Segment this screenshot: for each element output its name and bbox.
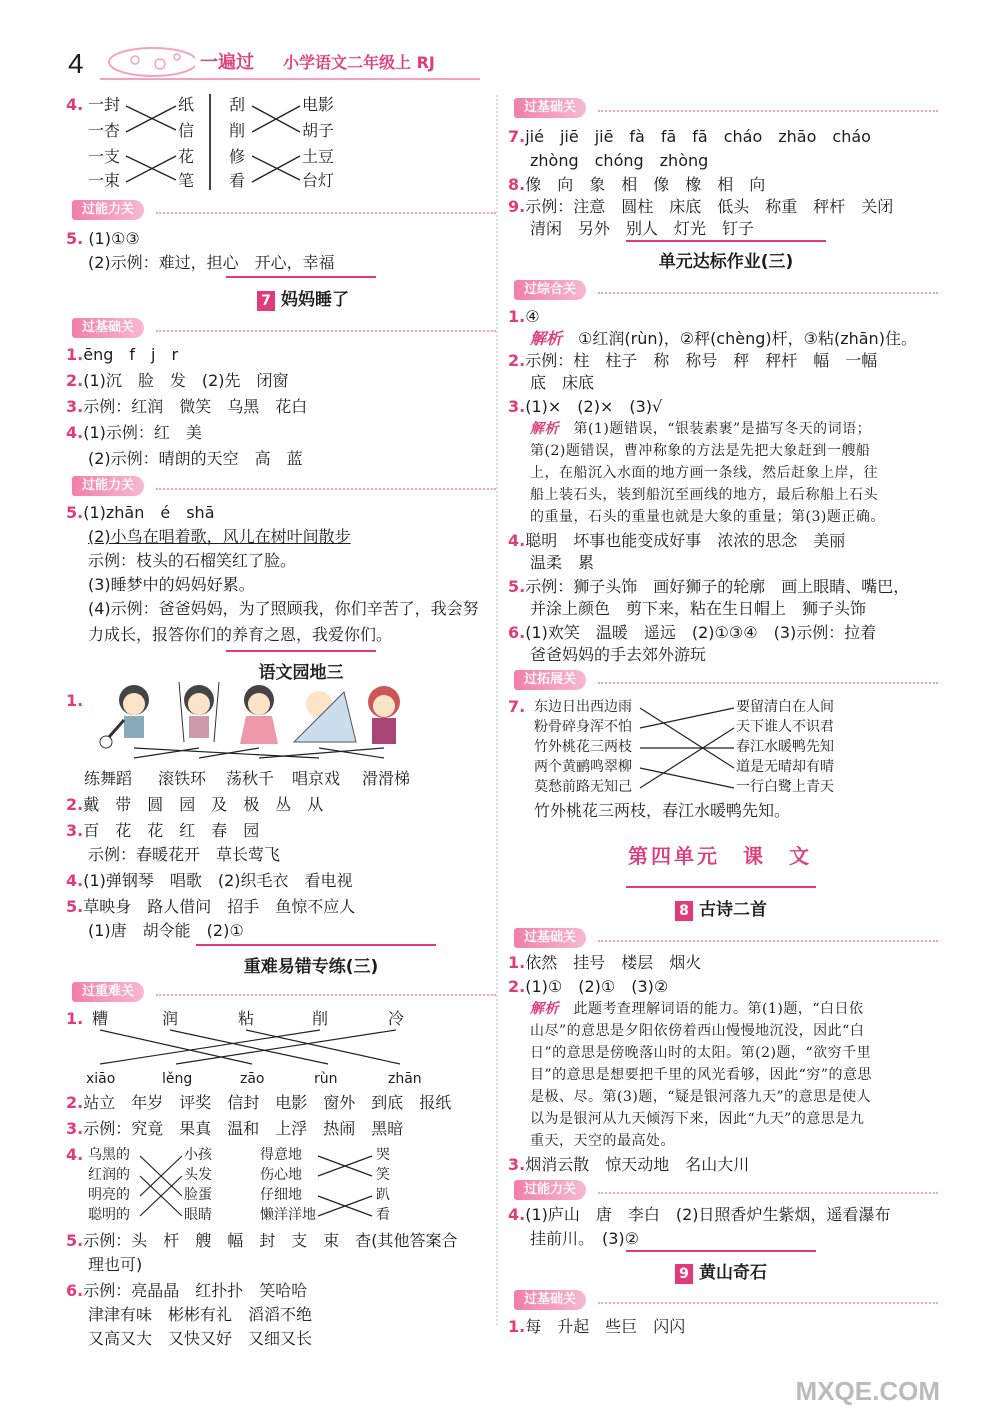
u-q7-left-3: 竹外桃花三两枝	[534, 739, 632, 755]
zn-q1-top-5: 冷	[388, 1009, 405, 1028]
u-q3: 3.(1)× (2)× (3)√	[508, 397, 663, 416]
zn-q6a: 6.示例：亮晶晶 红扑扑 笑哈哈	[66, 1281, 308, 1300]
l8-analysis-1: 解析 此题考查理解词语的能力。第(1)题，“白日依	[530, 1001, 864, 1017]
l7-q5a: 5.(1)zhān é shā	[66, 503, 215, 522]
q4-left-b-3: 修	[229, 147, 246, 166]
q4-match-lines-b	[250, 94, 304, 194]
tag-rule	[156, 330, 496, 332]
l8-q4b: 挂前川。 (3)②	[530, 1229, 640, 1248]
zn-q4-number: 4.	[66, 1145, 84, 1164]
q4-right-a-1: 纸	[178, 95, 195, 114]
q4-right-a-3: 花	[178, 147, 195, 166]
q4-right-b-1: 电影	[302, 95, 335, 114]
yuandi-title: 语文园地三	[258, 663, 344, 683]
yd-q1-word-3: 荡秋千	[226, 769, 275, 788]
yd-q1-word-1: 练舞蹈	[84, 769, 133, 788]
tag-jichu-1: 过基础关	[72, 318, 144, 338]
u-q7-match-lines	[638, 696, 738, 800]
q4-match-lines-a	[124, 94, 180, 194]
zn-q1-bottom-2: lěng	[162, 1071, 193, 1087]
yd-q1-illustrations	[94, 682, 454, 762]
u-q3-analysis-4: 船上装石头，装到船沉至画线的地方，最后称船上石头	[530, 487, 878, 503]
r-q7a: 7.jié jiē jiē fà fā fā cháo zhāo cháo	[508, 127, 871, 146]
zn-q4-left-a-1: 乌黑的	[88, 1147, 130, 1163]
r-q9b: 清闲 另外 别人 灯光 钉子	[530, 219, 755, 238]
l8-analysis-4: 目”的意思是想要把千里的风光看够，因此“穷”的意思	[530, 1067, 872, 1083]
l7-q5c: 示例：枝头的石榴笑红了脸。	[88, 551, 297, 570]
tag-zonghe: 过综合关	[514, 280, 586, 300]
zn-q4-right-b-1: 哭	[376, 1147, 390, 1163]
zn-q1-top-1: 糟	[92, 1009, 109, 1028]
zn-q1-top-2: 润	[162, 1009, 179, 1028]
lesson7-rule	[226, 276, 376, 278]
tag-rule	[598, 110, 938, 112]
zn-q1-match-lines	[92, 1028, 412, 1068]
l7-q5b: (2)小鸟在唱着歌，风儿在树叶间散步	[88, 527, 351, 546]
zn-q4-right-b-3: 趴	[376, 1187, 390, 1203]
l8-q4a: 4.(1)庐山 唐 李白 (2)日照香炉生紫烟，遥看瀑布	[508, 1205, 891, 1224]
zn-q1-bottom-1: xiāo	[86, 1071, 116, 1087]
q4-number: 4.	[66, 95, 84, 114]
l8-analysis-3: 日”的意思是傍晚落山时的太阳。第(2)题，“欲穷千里	[530, 1045, 872, 1061]
q4-left-a-2: 一杏	[88, 121, 121, 140]
u-q3-analysis-2: 第(2)题错误，曹冲称象的方法是先把大象赶到一艘船	[530, 443, 871, 459]
brand-logo: 一遍过	[200, 52, 254, 73]
u-q7-right-4: 道是无晴却有晴	[736, 759, 834, 775]
u-q6a: 6.(1)欢笑 温暖 遥远 (2)①③④ (3)示例：拉着	[508, 623, 877, 642]
lesson8-title: 8 古诗二首	[626, 895, 816, 921]
q4-right-b-3: 土豆	[302, 147, 335, 166]
q4-separator	[209, 94, 211, 190]
q4-left-a-1: 一封	[88, 95, 121, 114]
u-q3-analysis-3: 上，在船沉入水面的地方画一条线，然后赶象上岸，往	[530, 465, 878, 481]
tag-zhongnan: 过重难关	[72, 982, 144, 1002]
l8-q1: 1.依然 挂号 楼层 烟火	[508, 953, 702, 972]
page-number: 4	[68, 48, 84, 79]
tag-jichu-r: 过基础关	[514, 98, 586, 118]
zn-q4-right-a-4: 眼睛	[184, 1207, 212, 1223]
r-q9a: 9.示例：注意 圆柱 床底 低头 称重 秤杆 关闭	[508, 197, 894, 216]
u-q7-left-4: 两个黄鹂鸣翠柳	[534, 759, 632, 775]
tag-rule	[598, 682, 938, 684]
q4-left-a-3: 一支	[88, 147, 121, 166]
l8-analysis-6: 以为是银河从九天倾泻下来，因此“九天”的意思是九	[530, 1111, 865, 1127]
yd-q1-word-2: 滚铁环	[158, 769, 207, 788]
zn-q4-left-a-3: 明亮的	[88, 1187, 130, 1203]
l7-q4a: 4.(1)示例：红 美	[66, 423, 202, 442]
zn-q1-number: 1.	[66, 1009, 84, 1028]
q4-left-b-4: 看	[229, 171, 246, 190]
tag-jichu-3: 过基础关	[514, 1290, 586, 1310]
u-q7-left-2: 粉骨碎身浑不怕	[534, 719, 632, 735]
kid-dance-icon	[100, 685, 149, 748]
zn-q4-left-b-1: 得意地	[260, 1147, 302, 1163]
l7-q5e: (4)示例：爸爸妈妈，为了照顾我，你们辛苦了，我会努	[88, 599, 479, 618]
u-q4b: 温柔 累	[530, 553, 595, 572]
yd-q1-number: 1.	[66, 691, 84, 710]
zhongnan-title: 重难易错专练(三)	[243, 957, 379, 977]
tag-nengli-1: 过能力关	[72, 200, 144, 220]
tag-nengli-r: 过能力关	[514, 1180, 586, 1200]
l8-q2: 2.(1)① (2)① (3)②	[508, 977, 669, 996]
l7-q4b: (2)示例：晴朗的天空 高 蓝	[88, 449, 303, 468]
q5-2: (2)示例：难过，担心 开心，幸福	[88, 253, 335, 272]
q4-right-a-2: 信	[178, 121, 195, 140]
r-q7b: zhòng chóng zhòng	[530, 151, 709, 170]
u-q5a: 5.示例：狮子头饰 画好狮子的轮廓 画上眼睛、嘴巴，	[508, 577, 910, 596]
u-q3-analysis-1: 解析 第(1)题错误，“银装素裹”是描写冬天的词语；	[530, 421, 872, 437]
tag-rule	[598, 1192, 938, 1194]
u-q2b: 底 床底	[530, 373, 595, 392]
q5-1: 5. (1)①③	[66, 229, 140, 248]
yd-q1-word-5: 滑滑梯	[362, 769, 411, 788]
zn-q5b: 理也可)	[88, 1255, 143, 1274]
zn-q6b: 津津有味 彬彬有礼 滔滔不绝	[88, 1305, 313, 1324]
zn-q4-right-a-2: 头发	[184, 1167, 212, 1183]
u-q7-right-3: 春江水暖鸭先知	[736, 739, 834, 755]
q4-left-b-1: 刮	[229, 95, 246, 114]
unit-hw-rule	[626, 240, 826, 242]
u-q7-right-1: 要留清白在人间	[736, 699, 834, 715]
watermark-text: MXQE.COM	[795, 1376, 940, 1406]
kid-opera-icon	[368, 686, 400, 744]
unit4-title: 第四单元 课 文	[628, 844, 812, 868]
yd-q2: 2.戴 带 圆 园 及 极 丛 从	[66, 795, 324, 814]
zn-q4-match-lines-a	[138, 1144, 186, 1228]
q4-right-b-2: 胡子	[302, 121, 335, 140]
kid-slide-icon	[294, 691, 356, 742]
u-q2a: 2.示例：柱 柱子 称 称号 秤 秤杆 幅 一幅	[508, 351, 878, 370]
zn-q1-bottom-4: rùn	[314, 1071, 338, 1087]
zn-q1-bottom-5: zhān	[388, 1071, 422, 1087]
zn-q4-left-b-3: 仔细地	[260, 1187, 302, 1203]
lesson9-rule	[626, 1250, 816, 1252]
zn-q4-left-b-4: 懒洋洋地	[260, 1207, 316, 1223]
zn-q3: 3.示例：究竟 果真 温和 上浮 热闹 黑暗	[66, 1119, 404, 1138]
zn-q5a: 5.示例：头 杆 艘 幅 封 支 束 杳(其他答案合	[66, 1231, 458, 1250]
lesson9-title: 9 黄山奇石	[626, 1258, 816, 1284]
l9-q1: 1.每 升起 些巨 闪闪	[508, 1317, 686, 1336]
r-q8: 8.像 向 象 相 像 橡 相 向	[508, 175, 766, 194]
header-rule	[100, 78, 480, 80]
zn-q4-right-a-3: 脸蛋	[184, 1187, 212, 1203]
zn-q4-right-a-1: 小孩	[184, 1147, 212, 1163]
kid-hoop-icon	[179, 682, 219, 742]
tag-rule	[598, 1302, 938, 1304]
tag-rule	[156, 212, 496, 214]
zn-q4-right-b-2: 笑	[376, 1167, 390, 1183]
yd-q3b: 示例：春暖花开 草长莺飞	[88, 845, 281, 864]
l7-q2: 2.(1)沉 脸 发 (2)先 闭窗	[66, 371, 289, 390]
tag-rule	[598, 940, 938, 942]
yd-q3a: 3.百 花 花 红 春 园	[66, 821, 260, 840]
tag-rule	[156, 994, 496, 996]
tag-nengli-2: 过能力关	[72, 476, 144, 496]
u-q7-left-5: 莫愁前路无知己	[534, 779, 632, 795]
u-q7-right-5: 一行白鹭上青天	[736, 779, 834, 795]
zn-q1-top-4: 削	[312, 1009, 329, 1028]
header-decoration-icon	[105, 44, 195, 80]
yd-q5a: 5.草映身 路人借问 招手 鱼惊不应人	[66, 897, 356, 916]
yuandi-rule	[226, 650, 376, 652]
u-q6b: 爸爸妈妈的手去郊外游玩	[530, 645, 707, 664]
zhongnan-rule	[196, 944, 436, 946]
zn-q4-left-b-2: 伤心地	[260, 1167, 302, 1183]
u-q1: 1.④	[508, 307, 540, 326]
zn-q4-right-b-4: 看	[376, 1207, 390, 1223]
zn-q4-left-a-2: 红润的	[88, 1167, 130, 1183]
tag-jichu-2: 过基础关	[514, 928, 586, 948]
q4-left-a-4: 一束	[88, 171, 121, 190]
kid-swing-icon	[240, 685, 278, 744]
q4-right-b-4: 台灯	[302, 171, 335, 190]
u-q4: 4.聪明 坏事也能变成好事 浓浓的思念 美丽	[508, 531, 846, 550]
l8-analysis-5: 是极、尽。第(3)题，“疑是银河落九天”的意思是使人	[530, 1089, 872, 1105]
l7-q1: 1.ēng f j r	[66, 345, 179, 364]
tag-rule	[156, 488, 496, 490]
u-q3-analysis-5: 的重量，石头的重量也就是大象的重量；第(3)题正确。	[530, 509, 885, 525]
zn-q1-top-3: 粘	[238, 1009, 255, 1028]
l7-q5f: 力成长，报答你们的养育之恩，我爱你们。	[88, 625, 393, 644]
l7-q3: 3.示例：红润 微笑 乌黑 花白	[66, 397, 308, 416]
zn-q4-match-lines-b	[316, 1144, 376, 1228]
zn-q6c: 又高又大 又快又好 又细又长	[88, 1329, 313, 1348]
yd-q5b: (1)唐 胡令能 (2)①	[88, 921, 244, 940]
column-divider	[496, 95, 498, 1325]
yd-q4: 4.(1)弹钢琴 唱歌 (2)织毛衣 看电视	[66, 871, 353, 890]
u-q7-right-2: 天下谁人不识君	[736, 719, 834, 735]
l8-q3: 3.烟消云散 惊天动地 名山大川	[508, 1155, 750, 1174]
zn-q1-bottom-3: zāo	[240, 1071, 265, 1087]
zn-q2: 2.站立 年岁 评奖 信封 电影 窗外 到底 报纸	[66, 1093, 452, 1112]
yd-q1-word-4: 唱京戏	[292, 769, 341, 788]
l8-analysis-7: 重天，天空的最高处。	[530, 1133, 675, 1149]
u-q7-number: 7.	[508, 697, 526, 716]
tag-rule	[598, 292, 938, 294]
q4-left-b-2: 削	[229, 121, 246, 140]
l8-analysis-2: 山尽”的意思是夕阳依傍着西山慢慢地沉没，因此“白	[530, 1023, 865, 1039]
zn-q4-left-a-4: 聪明的	[88, 1207, 130, 1223]
tag-tuozhan: 过拓展关	[514, 670, 586, 690]
u-q5b: 并涂上颜色 剪下来，粘在生日帽上 狮子头饰	[530, 599, 867, 618]
lesson8-rule	[626, 886, 816, 888]
u-q7-end: 竹外桃花三两枝，春江水暖鸭先知。	[534, 801, 791, 820]
u-q1-analysis: 解析 ①红润(rùn)，②秤(chèng)杆，③粘(zhān)住。	[530, 329, 917, 348]
unit-hw-title: 单元达标作业(三)	[658, 252, 794, 272]
u-q7-left-1: 东边日出西边雨	[534, 699, 632, 715]
header-title: 小学语文二年级上 RJ	[283, 53, 435, 72]
q4-right-a-4: 笔	[178, 171, 195, 190]
lesson7-title: 7 妈妈睡了	[228, 285, 378, 311]
l7-q5d: (3)睡梦中的妈妈好累。	[88, 575, 255, 594]
